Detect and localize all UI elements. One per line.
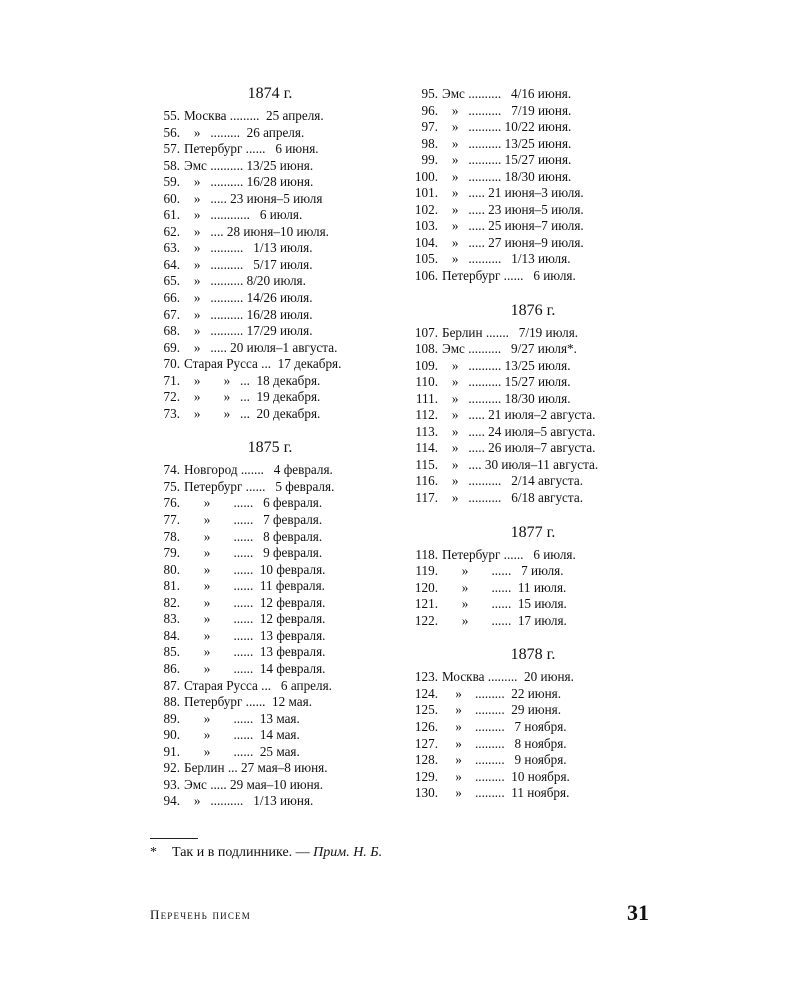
- letter-number: 66.: [163, 290, 180, 306]
- letter-entry: [150, 793, 390, 810]
- right-column: [408, 86, 658, 802]
- letter-place-date: Берлин ... 27 мая–8 июня.: [184, 760, 328, 776]
- letter-place-date: » ......... 7 ноября.: [442, 718, 567, 734]
- letter-place-date: Эмс ..... 29 мая–10 июня.: [184, 776, 324, 792]
- letter-entry: [150, 307, 390, 324]
- letter-place-date: » ...... 12 февраля.: [184, 594, 326, 610]
- letter-number: 65.: [163, 273, 180, 289]
- letter-number: 103.: [414, 218, 438, 234]
- letter-number: 117.: [415, 490, 438, 506]
- footnote-attribution: Прим. Н. Б.: [313, 845, 383, 860]
- letter-number: 121.: [414, 596, 438, 612]
- letter-entry: [408, 268, 658, 285]
- letter-entry: [408, 391, 658, 408]
- letter-entry: [150, 340, 390, 357]
- year-section: [408, 523, 658, 630]
- letter-number: 76.: [163, 495, 180, 511]
- letter-entry: [150, 744, 390, 761]
- letter-number: 93.: [163, 776, 180, 792]
- letter-number: 130.: [414, 785, 438, 801]
- letter-number: 71.: [163, 372, 180, 388]
- letter-entry: [408, 374, 658, 391]
- letter-entry: [150, 760, 390, 777]
- letter-entry: [150, 529, 390, 546]
- letter-number: 126.: [414, 718, 438, 734]
- letter-place-date: » » ... 19 декабря.: [184, 389, 321, 405]
- letter-place-date: Эмс .......... 9/27 июля*.: [442, 341, 577, 357]
- letter-number: 107.: [414, 324, 438, 340]
- letter-place-date: » ......... 26 апреля.: [184, 124, 305, 140]
- letter-place-date: » .......... 13/25 июля.: [442, 357, 571, 373]
- letter-place-date: » .... 28 июня–10 июля.: [184, 223, 329, 239]
- letter-place-date: » ...... 11 июля.: [442, 579, 567, 595]
- letter-entry: [150, 644, 390, 661]
- letter-place-date: Петербург ...... 6 июля.: [442, 268, 576, 284]
- letter-entry: [408, 785, 658, 802]
- letter-place-date: » ..... 25 июня–7 июля.: [442, 218, 584, 234]
- letter-place-date: » ..... 20 июля–1 августа.: [184, 339, 338, 355]
- letter-place-date: Петербург ...... 6 июля.: [442, 546, 576, 562]
- letter-place-date: » .......... 5/17 июля.: [184, 256, 313, 272]
- letter-number: 73.: [163, 405, 180, 421]
- letter-entry: [408, 86, 658, 103]
- letter-number: 118.: [415, 546, 438, 562]
- letter-place-date: » .......... 8/20 июля.: [184, 273, 306, 289]
- letter-place-date: » ..... 23 июня–5 июля.: [442, 201, 584, 217]
- letter-number: 111.: [415, 390, 438, 406]
- letter-number: 83.: [163, 611, 180, 627]
- letter-place-date: » ...... 9 февраля.: [184, 545, 323, 561]
- letter-place-date: » .......... 13/25 июня.: [442, 135, 572, 151]
- letter-entry: [150, 389, 390, 406]
- letter-entry: [150, 512, 390, 529]
- letter-place-date: » ...... 12 февраля.: [184, 611, 326, 627]
- letter-place-date: » .......... 6/18 августа.: [442, 490, 583, 506]
- letter-entry: [408, 251, 658, 268]
- letter-place-date: » ...... 7 июля.: [442, 563, 564, 579]
- letter-number: 100.: [414, 168, 438, 184]
- left-column: [150, 84, 390, 810]
- letter-place-date: Новгород ....... 4 февраля.: [184, 462, 333, 478]
- letter-entry: [408, 341, 658, 358]
- letter-entry: [408, 686, 658, 703]
- letter-entry: [408, 473, 658, 490]
- letter-entry: [408, 185, 658, 202]
- letter-entry: [150, 158, 390, 175]
- letter-number: 127.: [414, 735, 438, 751]
- letter-place-date: Эмс .......... 13/25 июня.: [184, 157, 314, 173]
- letter-number: 116.: [415, 473, 438, 489]
- letter-entry: [408, 136, 658, 153]
- letter-place-date: » .... 30 июля–11 августа.: [442, 456, 599, 472]
- letter-entry: [408, 490, 658, 507]
- letter-place-date: Берлин ....... 7/19 июля.: [442, 324, 579, 340]
- letter-entry: [408, 580, 658, 597]
- letter-place-date: » .......... 1/13 июня.: [184, 793, 314, 809]
- letter-place-date: » ...... 6 февраля.: [184, 495, 323, 511]
- letter-entry: [150, 495, 390, 512]
- letter-number: 90.: [163, 727, 180, 743]
- letter-entry: [408, 547, 658, 564]
- letter-number: 109.: [414, 357, 438, 373]
- letter-entry: [150, 108, 390, 125]
- letter-place-date: » ...... 10 февраля.: [184, 561, 326, 577]
- letter-number: 82.: [163, 594, 180, 610]
- letter-number: 63.: [163, 240, 180, 256]
- letter-entry: [150, 462, 390, 479]
- letter-place-date: » ...... 14 мая.: [184, 727, 300, 743]
- letter-place-date: » .......... 16/28 июня.: [184, 174, 314, 190]
- letter-number: 104.: [414, 234, 438, 250]
- letter-entry: [408, 736, 658, 753]
- letter-place-date: » .......... 10/22 июня.: [442, 119, 572, 135]
- letter-entry: [408, 702, 658, 719]
- letter-entry: [408, 407, 658, 424]
- letter-number: 125.: [414, 702, 438, 718]
- letter-entry: [408, 169, 658, 186]
- letter-entry: [150, 290, 390, 307]
- letter-place-date: » ..... 21 июля–2 августа.: [442, 407, 596, 423]
- letter-entry: [150, 694, 390, 711]
- letter-number: 85.: [163, 644, 180, 660]
- letter-number: 84.: [163, 627, 180, 643]
- year-section: [150, 84, 390, 422]
- year-heading: 1877 г.: [510, 523, 556, 541]
- letter-number: 92.: [163, 760, 180, 776]
- letter-number: 68.: [163, 323, 180, 339]
- year-section: [408, 301, 658, 507]
- letter-number: 120.: [414, 579, 438, 595]
- letter-number: 112.: [415, 407, 438, 423]
- letter-place-date: » .......... 16/28 июля.: [184, 306, 313, 322]
- letter-place-date: » ..... 23 июня–5 июля: [184, 190, 323, 206]
- letter-place-date: » ...... 25 мая.: [184, 743, 300, 759]
- letter-place-date: » ..... 24 июля–5 августа.: [442, 423, 596, 439]
- letter-number: 101.: [414, 185, 438, 201]
- letter-number: 97.: [421, 119, 438, 135]
- letter-entry: [150, 711, 390, 728]
- letter-number: 80.: [163, 561, 180, 577]
- letter-place-date: » .......... 1/13 июля.: [442, 251, 571, 267]
- letter-number: 86.: [163, 660, 180, 676]
- letter-number: 69.: [163, 339, 180, 355]
- letter-place-date: » .......... 18/30 июля.: [442, 390, 571, 406]
- year-section: [408, 86, 658, 285]
- footnote: [150, 845, 382, 861]
- letter-place-date: Петербург ...... 12 мая.: [184, 694, 313, 710]
- page-number: 31: [627, 900, 649, 925]
- letter-entry: [150, 224, 390, 241]
- letter-number: 129.: [414, 768, 438, 784]
- letter-place-date: Петербург ...... 6 июня.: [184, 141, 319, 157]
- letter-place-date: » ...... 13 февраля.: [184, 644, 326, 660]
- letter-entry: [150, 578, 390, 595]
- footnote-text: Так и в подлиннике. —: [172, 845, 310, 860]
- letter-place-date: Москва ......... 25 апреля.: [184, 108, 324, 123]
- letter-place-date: » ...... 11 февраля.: [184, 578, 325, 594]
- letter-entry: [408, 218, 658, 235]
- letter-place-date: » .......... 15/27 июня.: [442, 152, 572, 168]
- letter-number: 123.: [414, 669, 438, 685]
- letter-entry: [408, 457, 658, 474]
- letter-place-date: » ...... 17 июля.: [442, 612, 567, 628]
- letter-place-date: Эмс .......... 4/16 июня.: [442, 86, 572, 101]
- letter-number: 102.: [414, 201, 438, 217]
- letter-number: 105.: [414, 251, 438, 267]
- letter-place-date: » .......... 7/19 июня.: [442, 102, 572, 118]
- letter-number: 81.: [163, 578, 180, 594]
- letter-place-date: » .......... 2/14 августа.: [442, 473, 583, 489]
- letter-place-date: » ......... 11 ноября.: [442, 785, 570, 801]
- letter-number: 74.: [163, 462, 180, 478]
- letter-number: 64.: [163, 256, 180, 272]
- letter-entry: [150, 356, 390, 373]
- letter-number: 89.: [163, 710, 180, 726]
- letter-entry: [150, 191, 390, 208]
- letter-entry: [408, 669, 658, 686]
- letter-place-date: » ..... 26 июля–7 августа.: [442, 440, 596, 456]
- letter-entry: [408, 119, 658, 136]
- year-heading: 1875 г.: [247, 439, 293, 457]
- letter-entry: [150, 323, 390, 340]
- letter-place-date: » ......... 29 июня.: [442, 702, 562, 718]
- footnote-rule: [150, 838, 198, 839]
- footnote-mark: *: [150, 845, 157, 860]
- letter-entry: [150, 661, 390, 678]
- letter-number: 106.: [414, 268, 438, 284]
- letter-number: 56.: [163, 124, 180, 140]
- letter-number: 96.: [421, 102, 438, 118]
- letter-place-date: » .......... 15/27 июля.: [442, 374, 571, 390]
- letter-entry: [150, 406, 390, 423]
- letter-entry: [150, 628, 390, 645]
- letter-number: 94.: [163, 793, 180, 809]
- letter-entry: [150, 174, 390, 191]
- letter-place-date: » ...... 8 февраля.: [184, 528, 323, 544]
- letter-number: 78.: [163, 528, 180, 544]
- year-heading: 1876 г.: [510, 301, 556, 319]
- letter-place-date: » ......... 9 ноября.: [442, 752, 567, 768]
- letter-place-date: » ......... 8 ноября.: [442, 735, 567, 751]
- letter-place-date: » ......... 22 июня.: [442, 685, 562, 701]
- letter-number: 60.: [163, 190, 180, 206]
- year-heading: 1878 г.: [510, 646, 556, 664]
- letter-place-date: » ......... 10 ноября.: [442, 768, 570, 784]
- letter-number: 110.: [415, 374, 438, 390]
- letter-place-date: Москва ......... 20 июня.: [442, 669, 574, 685]
- letter-entry: [408, 358, 658, 375]
- letter-place-date: » ...... 13 мая.: [184, 710, 300, 726]
- letter-number: 75.: [163, 478, 180, 494]
- letter-entry: [408, 719, 658, 736]
- letter-entry: [408, 769, 658, 786]
- letter-number: 99.: [421, 152, 438, 168]
- letter-number: 119.: [415, 563, 438, 579]
- letter-number: 108.: [414, 341, 438, 357]
- letter-entry: [150, 273, 390, 290]
- letter-number: 91.: [163, 743, 180, 759]
- letter-place-date: » ...... 15 июля.: [442, 596, 567, 612]
- letter-entry: [150, 678, 390, 695]
- letter-entry: [408, 563, 658, 580]
- letter-entry: [408, 202, 658, 219]
- letter-number: 72.: [163, 389, 180, 405]
- letter-entry: [150, 240, 390, 257]
- letter-entry: [150, 595, 390, 612]
- letter-number: 79.: [163, 545, 180, 561]
- letter-number: 58.: [163, 157, 180, 173]
- letter-place-date: » .......... 17/29 июля.: [184, 323, 313, 339]
- letter-entry: [408, 235, 658, 252]
- letter-number: 67.: [163, 306, 180, 322]
- letter-entry: [150, 562, 390, 579]
- letter-number: 128.: [414, 752, 438, 768]
- letter-place-date: » » ... 18 декабря.: [184, 372, 321, 388]
- letter-entry: [408, 325, 658, 342]
- year-heading: 1874 г.: [247, 85, 293, 102]
- letter-entry: [150, 373, 390, 390]
- letter-place-date: » ..... 21 июня–3 июля.: [442, 185, 584, 201]
- letter-number: 87.: [163, 677, 180, 693]
- letter-number: 88.: [163, 694, 180, 710]
- letter-entry: [150, 727, 390, 744]
- letter-place-date: Старая Русса ... 6 апреля.: [184, 677, 332, 693]
- letter-place-date: » .......... 18/30 июня.: [442, 168, 572, 184]
- letter-entry: [150, 257, 390, 274]
- letter-entry: [150, 125, 390, 142]
- letter-number: 98.: [421, 135, 438, 151]
- letter-place-date: » ...... 13 февраля.: [184, 627, 326, 643]
- letter-entry: [150, 611, 390, 628]
- letter-entry: [408, 596, 658, 613]
- letter-entry: [408, 440, 658, 457]
- letter-number: 122.: [414, 612, 438, 628]
- year-section: [150, 438, 390, 809]
- letter-entry: [408, 152, 658, 169]
- letter-number: 114.: [415, 440, 438, 456]
- letter-number: 59.: [163, 174, 180, 190]
- letter-number: 77.: [163, 512, 180, 528]
- letter-number: 113.: [415, 423, 438, 439]
- letter-entry: [150, 207, 390, 224]
- letter-entry: [408, 613, 658, 630]
- letter-place-date: » .......... 1/13 июля.: [184, 240, 313, 256]
- letter-place-date: » ...... 7 февраля.: [184, 512, 323, 528]
- letter-number: 62.: [163, 223, 180, 239]
- letter-number: 115.: [415, 456, 438, 472]
- letter-place-date: » ...... 14 февраля.: [184, 660, 326, 676]
- letter-number: 55.: [163, 108, 180, 123]
- letter-number: 61.: [163, 207, 180, 223]
- letter-entry: [408, 424, 658, 441]
- letter-entry: [150, 141, 390, 158]
- letter-place-date: » ............ 6 июля.: [184, 207, 303, 223]
- running-head: Перечень писем: [150, 907, 251, 922]
- letter-place-date: » .......... 14/26 июля.: [184, 290, 313, 306]
- letter-place-date: Старая Русса ... 17 декабря.: [184, 356, 342, 372]
- letter-number: 57.: [163, 141, 180, 157]
- letter-entry: [150, 545, 390, 562]
- year-section: [408, 645, 658, 801]
- letter-place-date: » ..... 27 июня–9 июля.: [442, 234, 584, 250]
- letter-number: 124.: [414, 685, 438, 701]
- letter-entry: [408, 103, 658, 120]
- letter-entry: [150, 777, 390, 794]
- letter-entry: [150, 479, 390, 496]
- letter-entry: [408, 752, 658, 769]
- letter-place-date: Петербург ...... 5 февраля.: [184, 478, 335, 494]
- letter-number: 70.: [163, 356, 180, 372]
- letter-place-date: » » ... 20 декабря.: [184, 405, 321, 421]
- letter-number: 95.: [421, 86, 438, 101]
